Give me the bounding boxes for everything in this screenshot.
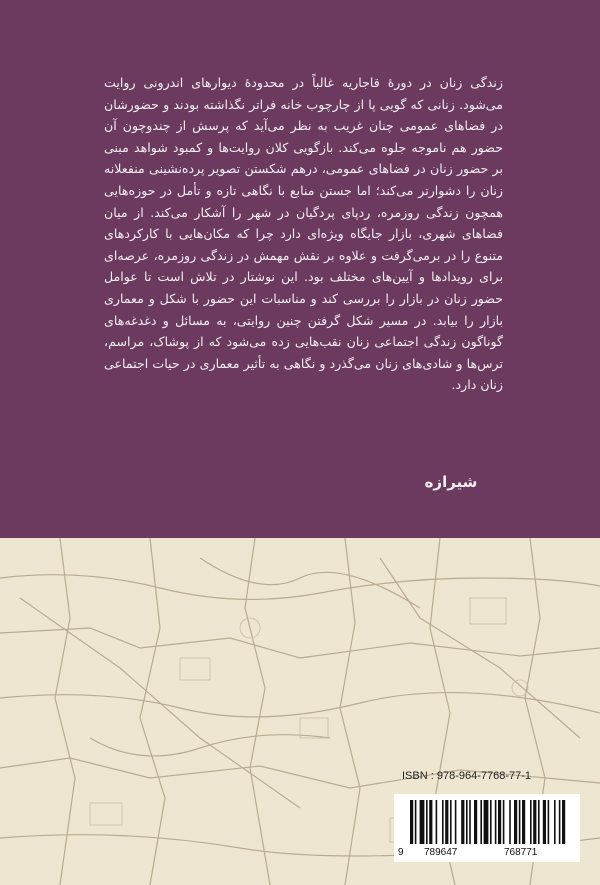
barcode-digit-group-left: 789647: [424, 847, 458, 858]
publisher-logo: [405, 470, 497, 498]
publisher-logo-text: شیرازه: [424, 473, 478, 491]
barcode-digits: [394, 847, 580, 861]
barcode-digit-group-right: 768771: [504, 847, 538, 858]
barcode-bars: [394, 794, 580, 848]
isbn-label: ISBN : 978-964-7768-77-1: [402, 770, 532, 782]
blurb-text: زندگی زنان در دورهٔ قاجاریه غالباً در محدودهٔ دیوارهای اندرونی روایت می‌شود. زنانی که گویی پا از چارچوب خانه فراتر نگذاشته بودند و حضورشان در فضاهای عمومی چنان غریب به نظر می‌آید که پرسش از چندوچون آن حضور هم ناموجه جلوه می‌کند. بازگویی کلان روایت‌ها و کمبود شواهد مبنی بر حضور زنان در فضاهای عمومی، درهم شکستن تصویر پرده‌نشینی منفعلانه زنان را دشوارتر می‌کند؛ اما جستن منابع با نگاهی تازه و تأمل در حوزه‌هایی همچون زندگی روزمره، ردپای پردگیان در شهر را آشکار می‌کند. از میان فضاهای شهری، بازار جایگاه ویژه‌ای دارد چرا که مکان‌هایی با کارکردهای متنوع را در برمی‌گرفت و علاوه بر نقش مهمش در زندگی روزمره، عرصه‌ای برای رویدادها و آیین‌های مختلف بود. این نوشتار در تلاش است تا عوامل حضور زنان در بازار را بررسی کند و مناسبات این حضور با شکل و معماری بازار را بیابد. در مسیر شکل گرفتن چنین روایتی، به مسائل و دغدغه‌های گوناگون زندگی اجتماعی زنان نقب‌هایی زده می‌شود که از پوشاک، مراسم، ترس‌ها و شادی‌های زنان می‌گذرد و نگاهی به تأثیر معماری در حیات اجتماعی زنان دارد.: [104, 75, 503, 393]
barcode-digit-lead: 9: [398, 847, 404, 858]
